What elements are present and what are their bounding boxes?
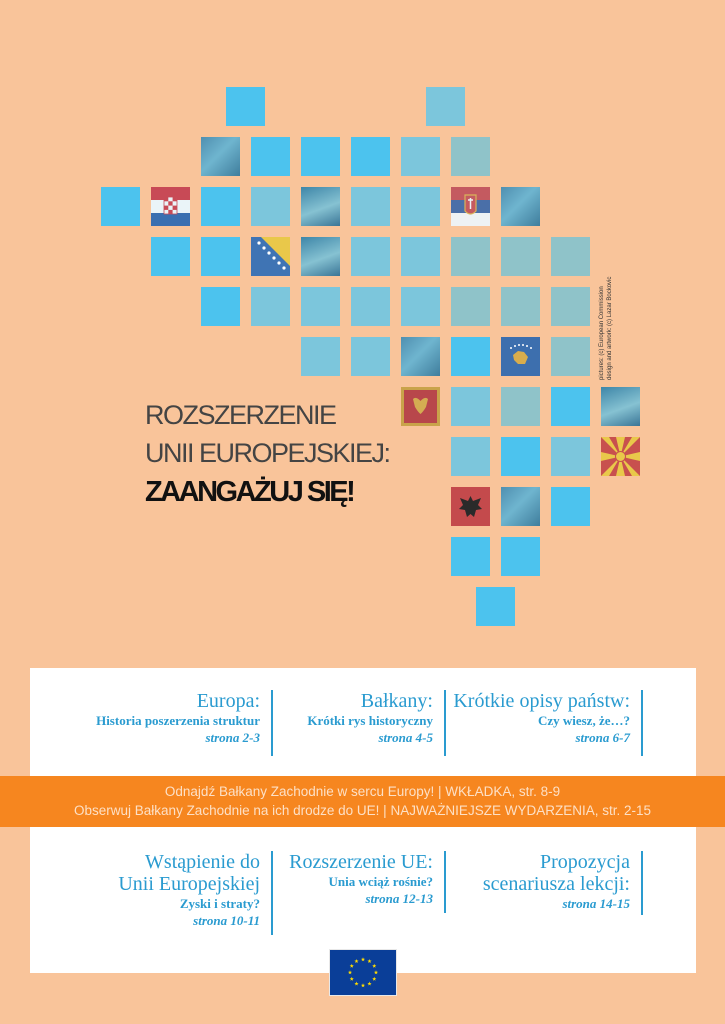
- mosaic-tile: [450, 436, 491, 477]
- eu-star-icon: [361, 983, 365, 987]
- mosaic-tile: [350, 336, 391, 377]
- photo-tile: [200, 136, 241, 177]
- kosovo-flag-icon: [500, 336, 541, 377]
- section-page: strona 14-15: [562, 896, 630, 911]
- mosaic-tile: [500, 286, 541, 327]
- section-page: strona 12-13: [365, 891, 433, 906]
- section-europa[interactable]: [60, 690, 260, 756]
- mosaic-tile: [300, 336, 341, 377]
- mosaic-tile: [250, 286, 291, 327]
- eu-flag-icon: [329, 949, 397, 996]
- section-balkany[interactable]: [268, 690, 433, 756]
- macedonia-flag-icon: [600, 436, 641, 477]
- eu-star-icon: [374, 970, 378, 974]
- mosaic-tile: [500, 436, 541, 477]
- mosaic-tile: [250, 136, 291, 177]
- eu-star-icon: [372, 977, 376, 981]
- mosaic-tile: [500, 386, 541, 427]
- serbia-flag-icon: [450, 186, 491, 227]
- montenegro-flag-icon: [400, 386, 441, 427]
- mosaic-tile: [300, 286, 341, 327]
- mosaic-tile: [425, 86, 466, 127]
- section-opisy-panstw[interactable]: [450, 690, 630, 756]
- section-heading: Wstąpienie do: [145, 851, 260, 873]
- mosaic-tile: [400, 286, 441, 327]
- mosaic-tile: [450, 236, 491, 277]
- eu-star-icon: [367, 959, 371, 963]
- section-page: strona 4-5: [378, 730, 433, 745]
- photo-tile: [400, 336, 441, 377]
- eu-star-icon: [354, 959, 358, 963]
- mosaic-tile: [350, 186, 391, 227]
- eu-star-icon: [350, 964, 354, 968]
- mosaic-tile: [550, 386, 591, 427]
- eu-star-icon: [350, 977, 354, 981]
- eu-star-icon: [348, 970, 352, 974]
- eu-star-icon: [372, 964, 376, 968]
- section-heading: Bałkany:: [360, 690, 433, 712]
- mosaic-tile: [225, 86, 266, 127]
- mosaic-tile: [400, 136, 441, 177]
- mosaic-tile: [550, 336, 591, 377]
- eu-star-icon: [354, 982, 358, 986]
- mosaic-tile: [350, 236, 391, 277]
- mosaic-tile: [450, 386, 491, 427]
- mosaic-tile: [550, 486, 591, 527]
- mosaic-tile: [350, 286, 391, 327]
- mosaic-tile: [400, 186, 441, 227]
- promo-banner: [0, 776, 725, 827]
- photo-tile: [300, 236, 341, 277]
- section-page: strona 6-7: [575, 730, 630, 745]
- mosaic-tile: [200, 286, 241, 327]
- mosaic-tile: [500, 536, 541, 577]
- banner-line-1: Odnajdź Bałkany Zachodnie w sercu Europy! | WKŁADKA, str. 8-9: [164, 784, 561, 799]
- section-page: strona 10-11: [193, 913, 260, 928]
- mosaic-tile: [150, 236, 191, 277]
- eu-star-icon: [367, 982, 371, 986]
- credit-design: design and artwork: (c) Lazar Bockovic: [607, 276, 613, 380]
- banner-line-2: Obserwuj Bałkany Zachodnie na ich drodze do UE! | NAJWAŻNIEJSZE WYDARZENIA, str. 2-15: [74, 803, 651, 818]
- section-heading: Rozszerzenie UE:: [289, 851, 433, 873]
- section-heading: Propozycja: [540, 851, 630, 873]
- section-wstapienie[interactable]: [60, 851, 260, 935]
- mosaic-tile: [550, 236, 591, 277]
- mosaic-tile: [350, 136, 391, 177]
- albania-flag-icon: [450, 486, 491, 527]
- mosaic-tile: [450, 336, 491, 377]
- mosaic-tile: [450, 536, 491, 577]
- title-line-1: ROZSZERZENIE: [145, 400, 336, 430]
- photo-tile: [300, 186, 341, 227]
- photo-credit: [598, 277, 614, 380]
- section-subtitle: Czy wiesz, że…?: [537, 713, 630, 728]
- mosaic-tile: [475, 586, 516, 627]
- eu-star-icon: [361, 957, 365, 961]
- credit-pictures: pictures: (c) European Commission: [599, 286, 605, 380]
- photo-tile: [500, 186, 541, 227]
- mosaic-tile: [100, 186, 141, 227]
- mosaic-tile: [200, 236, 241, 277]
- section-heading: scenariusza lekcji:: [482, 873, 630, 895]
- mosaic-tile: [450, 286, 491, 327]
- mosaic-tile: [200, 186, 241, 227]
- section-scenariusz[interactable]: [450, 851, 630, 915]
- title-line-2: UNII EUROPEJSKIEJ:: [145, 438, 390, 468]
- section-subtitle: Unia wciąż rośnie?: [328, 874, 433, 889]
- section-subtitle: Krótki rys historyczny: [307, 713, 433, 728]
- bosnia-flag-icon: [250, 236, 291, 277]
- mosaic-tile: [300, 136, 341, 177]
- mosaic-tile: [450, 136, 491, 177]
- mosaic-tile: [400, 236, 441, 277]
- mosaic-tile: [550, 436, 591, 477]
- photo-tile: [500, 486, 541, 527]
- section-heading: Unii Europejskiej: [118, 873, 260, 895]
- mosaic-tile: [250, 186, 291, 227]
- title-line-3: ZAANGAŻUJ SIĘ!: [145, 476, 354, 508]
- section-subtitle: Historia poszerzenia struktur: [96, 713, 260, 728]
- contents-panel-top: [30, 668, 696, 776]
- mosaic-tile: [550, 286, 591, 327]
- section-rozszerzenie[interactable]: [268, 851, 433, 913]
- photo-tile: [600, 386, 641, 427]
- section-heading: Krótkie opisy państw:: [453, 690, 630, 712]
- section-subtitle: Zyski i straty?: [179, 896, 260, 911]
- section-page: strona 2-3: [205, 730, 260, 745]
- section-heading: Europa:: [196, 690, 260, 712]
- mosaic-tile: [500, 236, 541, 277]
- croatia-flag-icon: [150, 186, 191, 227]
